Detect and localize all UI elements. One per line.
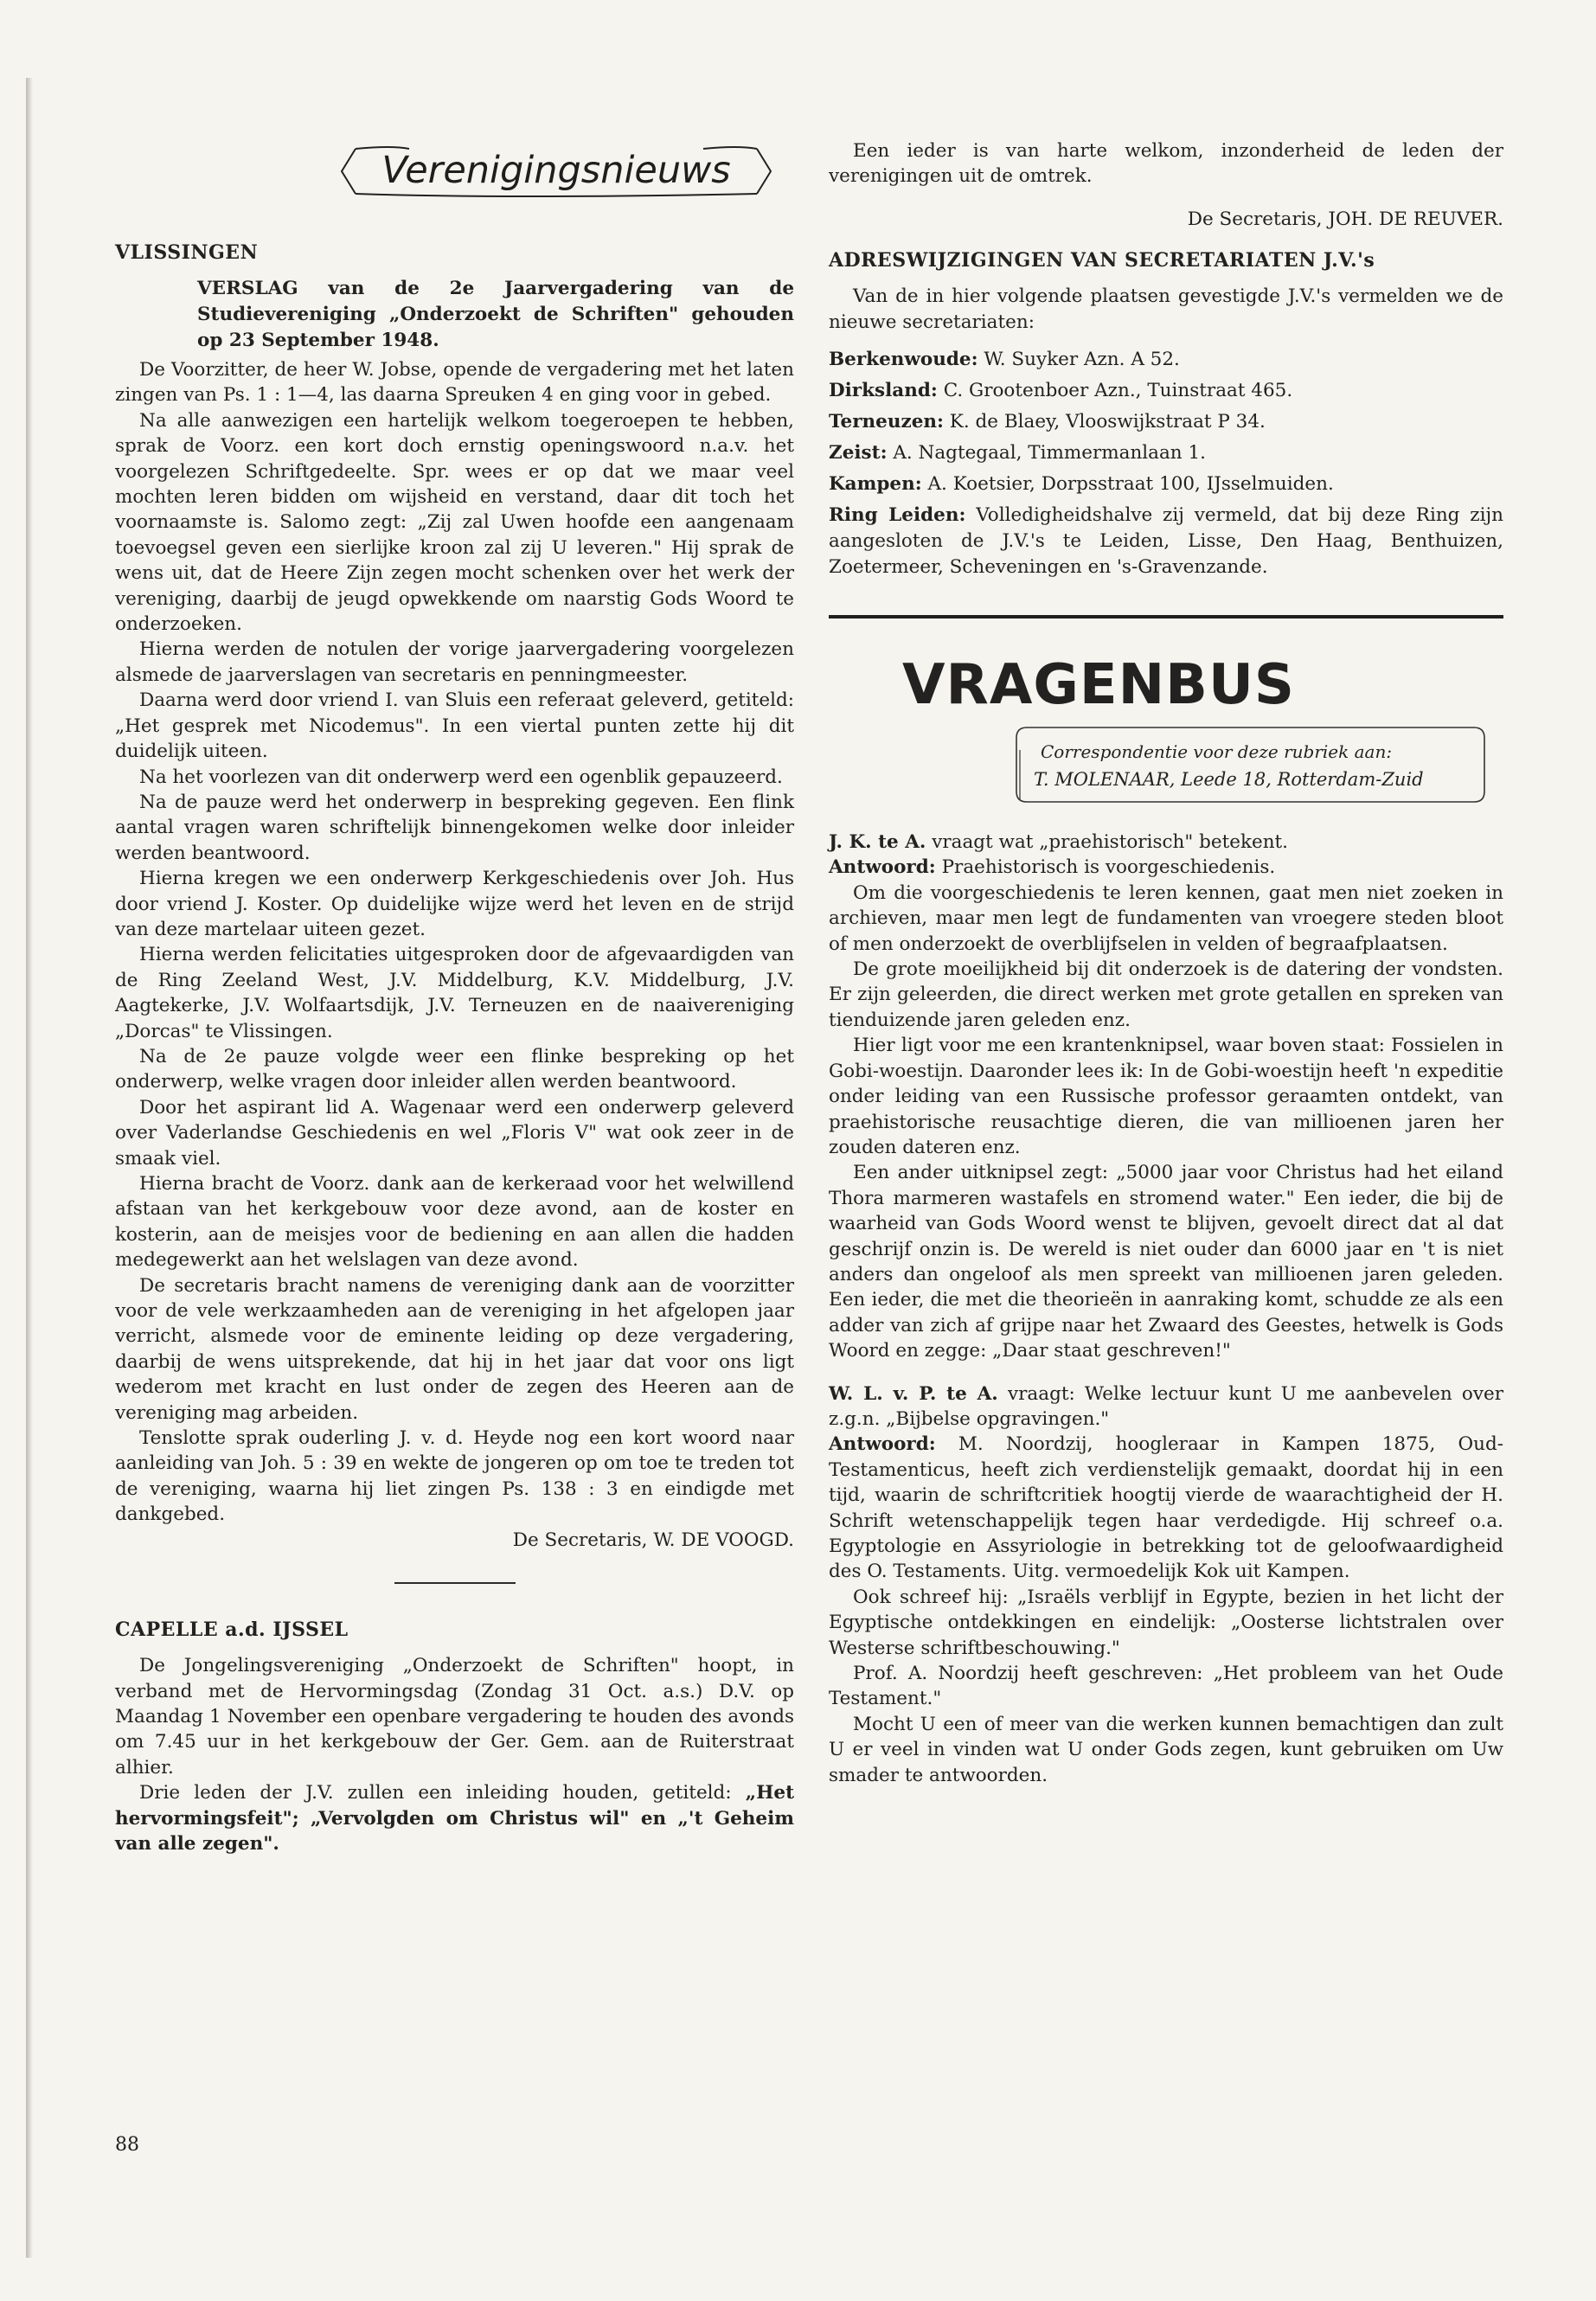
address-value: W. Suyker Azn. A 52.	[984, 349, 1180, 371]
paragraph: Ook schreef hij: „Israëls verblijf in Egypte, bezien in het licht der Egyptische ontdekkingen en eindelijk: „Oosterse lichtstralen over Westerse schriftbeschouwing."	[829, 1586, 1503, 1659]
address-entry	[829, 378, 1503, 404]
address-place: Kampen:	[829, 473, 922, 496]
vlissingen-body	[115, 357, 794, 1528]
address-value: A. Koetsier, Dorpsstraat 100, IJsselmuiden.	[927, 473, 1334, 496]
address-list	[829, 347, 1503, 580]
question-asker: W. L. v. P. te A.	[829, 1382, 998, 1405]
question-asker: J. K. te A.	[829, 831, 926, 854]
answer-label: Antwoord:	[829, 856, 936, 879]
capelle-lecture-titles: „Het hervormingsfeit"; „Vervolgden om Christus wil" en „'t Geheim van alle zegen".	[115, 1782, 794, 1855]
answer-line	[829, 855, 1503, 880]
address-place: Ring Leiden:	[829, 504, 966, 527]
answer-line	[829, 1432, 1503, 1584]
question-line	[829, 1381, 1503, 1433]
paragraph: De grote moeilijkheid bij dit onderzoek is de datering der vondsten. Er zijn geleerden, die direct werken met grote getallen en spreken van tienduizende jaren geleden enz.	[829, 958, 1503, 1031]
paragraph: Hierna werden felicitaties uitgesproken door de afgevaardigden van de Ring Zeeland West, J.V. Middelburg, K.V. Middelburg, J.V. Aagtekerke, J.V. Wolfaartsdijk, J.V. Terneuzen en de naaivereniging „Dorcas" te Vlissingen.	[115, 944, 794, 1042]
address-place: Berkenwoude:	[829, 349, 978, 371]
paragraph: Mocht U een of meer van die werken kunnen bemachtigen dan zult U er veel in vinden wat U onder Gods zegen, kunt gebruiken om Uw smader te antwoorden.	[829, 1713, 1503, 1786]
paragraph: De secretaris bracht namens de vereniging dank aan de voorzitter voor de vele werkzaamheden aan de vereniging in het afgelopen jaar verricht, alsmede voor de eminente leiding op deze vergadering, daarbij de wens uitsprekende, dat hij in het jaar dat voor ons ligt wederom met kracht en lust onder de zegen des Heeren aan de vereniging mag arbeiden.	[115, 1274, 794, 1424]
heavy-divider	[829, 615, 1503, 619]
masthead	[115, 130, 794, 229]
paragraph: Hier ligt voor me een krantenknipsel, waar boven staat: Fossielen in Gobi-woestijn. Daaronder lees ik: In de Gobi-woestijn heeft 'n expeditie onder leiding van een Russische professor geraamten ontdekt, van praehistorische reusachtige dieren, die van millioenen jaren her zouden dateren enz.	[829, 1035, 1503, 1158]
spacer	[829, 1364, 1503, 1381]
paragraph: De Voorzitter, de heer W. Jobse, opende de vergadering met het laten zingen van Ps. 1 : 1—4, las daarna Spreuken 4 en ging voor in gebed.	[115, 359, 794, 407]
paragraph: Na de pauze werd het onderwerp in bespreking gegeven. Een flink aantal vragen waren schriftelijk binnengekomen welke door inleider werden beantwoord.	[115, 791, 794, 864]
address-place: Zeist:	[829, 442, 888, 465]
address-changes-heading: ADRESWIJZIGINGEN VAN SECRETARIATEN J.V.'s	[829, 249, 1375, 272]
paragraph: Hierna bracht de Voorz. dank aan de kerkeraad voor het welwillend afstaan van het kerkgebouw voor deze avond, aan de koster en kosterin, aan de meisjes voor de bediening en aan allen die hadden medegewerkt aan het welslagen van deze avond.	[115, 1173, 794, 1272]
paragraph: Om die voorgeschiedenis te leren kennen, gaat men niet zoeken in archieven, maar men legt de fundamenten van vroegere steden bloot of men onderzoekt de overblijfselen in velden of begraafplaatsen.	[829, 881, 1503, 955]
question-1	[829, 830, 1503, 1364]
address-entry	[829, 471, 1503, 497]
vlissingen-signature: De Secretaris, W. DE VOOGD.	[512, 1529, 794, 1551]
capelle-paragraph-titles	[115, 1780, 794, 1856]
paragraph: Tenslotte sprak ouderling J. v. d. Heyde nog een kort woord naar aanleiding van Joh. 5 : 39 en wekte de jongeren op om toe te treden tot de vereniging, waarna hij liet zingen Ps. 138 : 3 en eindigde met dankgebed.	[115, 1427, 794, 1526]
paragraph: Door het aspirant lid A. Wagenaar werd een onderwerp geleverd over Vaderlandse Geschiedenis en wel „Floris V" wat ook zeer in de smaak viel.	[115, 1096, 794, 1170]
capelle-heading: CAPELLE a.d. IJSSEL	[115, 1618, 349, 1642]
vlissingen-report-title: VERSLAG van de 2e Jaarvergadering van de Studievereniging „Onderzoekt de Schriften" gehouden op 23 September 1948.	[197, 278, 794, 351]
address-entry	[829, 347, 1503, 373]
correspondence-line: Correspondentie voor deze rubriek aan:	[1041, 741, 1393, 763]
correspondence-address: T. MOLENAAR, Leede 18, Rotterdam-Zuid	[1034, 769, 1424, 791]
right-column	[829, 138, 1503, 1788]
address-value: K. de Blaey, Vlooswijkstraat P 34.	[949, 411, 1266, 433]
question-text: vraagt wat „praehistorisch" betekent.	[926, 831, 1289, 854]
left-column	[115, 130, 794, 1856]
vlissingen-heading: VLISSINGEN	[115, 241, 259, 264]
vragenbus-correspondence-box	[1015, 726, 1486, 804]
capelle-intro: Drie leden der J.V. zullen een inleiding houden, getiteld:	[139, 1782, 746, 1804]
vragenbus-title: VRAGENBUS	[902, 653, 1295, 718]
answer-text: M. Noordzij, hoogleraar in Kampen 1875, Oud-Testamenticus, heeft zich verdienstelijk gemaakt, doordat hij in een tijd, waarin de schriftcritiek hoogtij vierde de waarachtigheid der H. Schrift wetenschappelijk tegen haar verdedigde. Hij schreef o.a. Egyptologie en Assyriologie in betrekking tot de geloofwaardigheid des O. Testaments. Uitg. vermoedelijk Kok uit Kampen.	[829, 1433, 1503, 1583]
paragraph: Na het voorlezen van dit onderwerp werd een ogenblik gepauzeerd.	[139, 766, 783, 788]
paragraph: Na alle aanwezigen een hartelijk welkom toegeroepen te hebben, sprak de Voorz. een kort doch ernstig openingswoord n.a.v. het voorgelezen Schriftgedeelte. Spr. wees er op dat we maar veel mochten leren bidden om wijsheid en verstand, daar dit toch het voornaamste is. Salomo zegt: „Zij zal Uwen hoofde een aangenaam toevoegsel geven een sierlijke kroon zal zij U leveren." Hij sprak de wens uit, dat de Heere Zijn zegen mocht schenken over het werk der vereniging, daarbij de jeugd opwekkende om naarstig Gods Woord te onderzoeken.	[115, 409, 794, 636]
spacer	[829, 335, 1503, 347]
masthead-title: Verenigingsnieuws	[381, 149, 731, 192]
paragraph: Daarna werd door vriend I. van Sluis een referaat geleverd, getiteld: „Het gesprek met Nicodemus". In een viertal punten zette hij dit duidelijk uiteen.	[115, 689, 794, 763]
answer-label: Antwoord:	[829, 1433, 936, 1456]
spacer	[829, 189, 1503, 207]
paragraph: Hierna kregen we een onderwerp Kerkgeschiedenis over Joh. Hus door vriend J. Koster. Op duidelijke wijze werd het leven en de strijd van deze martelaar uiteen gezet.	[115, 868, 794, 940]
paragraph: Prof. A. Noordzij heeft geschreven: „Het probleem van het Oude Testament."	[829, 1663, 1503, 1710]
correspondence-box-frame	[1015, 726, 1486, 804]
address-changes-intro: Van de in hier volgende plaatsen gevestigde J.V.'s vermelden we de nieuwe secretariaten:	[829, 285, 1503, 333]
section-divider	[394, 1582, 516, 1584]
question-line	[829, 830, 1503, 855]
paragraph: Een ander uitknipsel zegt: „5000 jaar voor Christus had het eiland Thora marmeren wastafels en stromend water." Een ieder, die bij de waarheid van Gods Woord wenst te blijven, gevoelt direct dat al dat geschrijf onzin is. De wereld is niet ouder dan 6000 jaar en 't is niet anders dan ongeloof als men spreekt van millioenen jaren geleden. Een ieder, die met die theorieën in aanraking komt, schudde ze als een adder van zich af grijpe naar het Zwaard des Geestes, hetwelk is Gods Woord en zegge: „Daar staat geschreven!"	[829, 1162, 1503, 1362]
question-2	[829, 1381, 1503, 1789]
spacer	[829, 232, 1503, 249]
address-entry	[829, 409, 1503, 435]
page-edge-shadow	[26, 78, 33, 2258]
answer-text: Praehistorisch is voorgeschiedenis.	[935, 856, 1276, 879]
address-value: Volledigheidshalve zij vermeld, dat bij deze Ring zijn aangesloten de J.V.'s te Leiden, Lisse, Den Haag, Benthuizen, Zoetermeer, Scheveningen en 's-Gravenzande.	[829, 504, 1503, 579]
page-number: 88	[115, 2134, 139, 2156]
address-entry	[829, 440, 1503, 466]
address-place: Dirksland:	[829, 380, 938, 402]
paragraph: Na de 2e pauze volgde weer een flinke bespreking op het onderwerp, welke vragen door inleider allen werden beantwoord.	[115, 1045, 794, 1093]
capelle-signature: De Secretaris, JOH. DE REUVER.	[1187, 208, 1503, 230]
capelle-welcome: Een ieder is van harte welkom, inzonderheid de leden der verenigingen uit de omtrek.	[829, 140, 1503, 188]
question-text: vraagt: Welke lectuur kunt U me aanbevelen over z.g.n. „Bijbelse opgravingen."	[829, 1382, 1503, 1430]
address-place: Terneuzen:	[829, 411, 944, 433]
paragraph: Hierna werden de notulen der vorige jaarvergadering voorgelezen alsmede de jaarverslagen van secretaris en penningmeester.	[115, 638, 794, 686]
address-entry	[829, 503, 1503, 580]
capelle-paragraph: De Jongelingsvereniging „Onderzoekt de Schriften" hoopt, in verband met de Hervormingsdag (Zondag 31 Oct. a.s.) D.V. op Maandag 1 November een openbare vergadering te houden des avonds om 7.45 uur in het kerkgebouw der Ger. Gem. aan de Ruiterstraat alhier.	[115, 1655, 794, 1779]
address-value: C. Grootenboer Azn., Tuinstraat 465.	[943, 380, 1293, 402]
address-value: A. Nagtegaal, Timmermanlaan 1.	[893, 442, 1207, 465]
